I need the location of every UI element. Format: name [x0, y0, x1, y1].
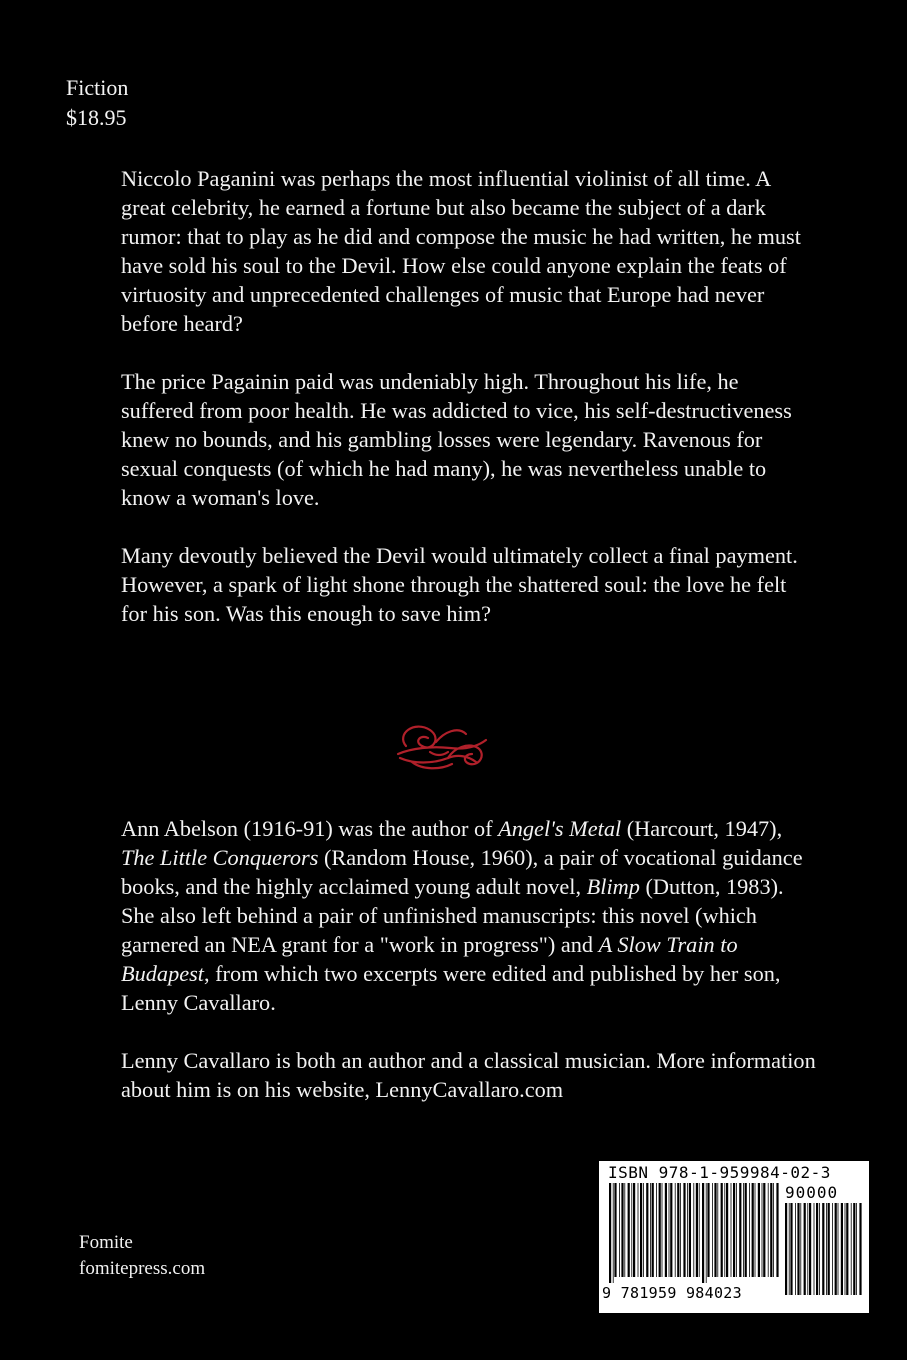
- author-bio: [121, 814, 821, 1133]
- publisher-name: Fomite: [79, 1232, 133, 1253]
- flourish-ornament-icon: [392, 712, 492, 774]
- book-blurb: [121, 164, 811, 657]
- isbn-barcode: [599, 1161, 869, 1313]
- genre-price-block: [66, 73, 128, 133]
- isbn-label: ISBN 978-1-959984-02-3: [608, 1163, 831, 1182]
- bio-text: Ann Abelson (1916-91) was the author of: [121, 816, 499, 841]
- publisher-block: [79, 1230, 205, 1282]
- book-title-angels-metal: Angel's Metal: [498, 816, 622, 841]
- addon-barcode-bars: [785, 1203, 863, 1301]
- bio-text: , from which two excerpts were edited and published by her son, Lenny Cavallaro.: [121, 961, 781, 1015]
- book-title-little-conquerors: The Little Conquerors: [121, 845, 319, 870]
- publisher-website: fomitepress.com: [79, 1258, 206, 1279]
- price-label: $18.95: [66, 105, 127, 130]
- bio-text: (Random House, 1960), a pair of vocational guidance books, and the highly acclaimed young adult novel,: [121, 845, 803, 899]
- addon-price-code: 90000: [785, 1183, 839, 1202]
- bio-text: (Dutton, 1983). She also left behind a pair of unfinished manuscripts: this novel (which garnered an NEA grant for a "work in progress") and: [121, 874, 784, 957]
- bio-paragraph-1: [121, 814, 821, 1017]
- bio-text: (Harcourt, 1947),: [621, 816, 783, 841]
- book-title-blimp: Blimp: [586, 874, 640, 899]
- bio-paragraph-2: Lenny Cavallaro is both an author and a classical musician. More information about him is on his website, LennyCavallaro.com: [121, 1048, 816, 1102]
- ean-digits: 9 781959 984023: [602, 1284, 742, 1302]
- genre-label: Fiction: [66, 75, 129, 100]
- blurb-paragraph-2: The price Pagainin paid was undeniably high. Throughout his life, he suffered from poor health. He was addicted to vice, his self-destructiveness knew no bounds, and his gambling losses were legendary. Ravenous for sexual conquests (of which he had many), he was nevertheless unable to know a woman's love.: [121, 369, 792, 510]
- blurb-paragraph-3: Many devoutly believed the Devil would ultimately collect a final payment. However, a spark of light shone through the shattered soul: the love he felt for his son. Was this enough to save him?: [121, 543, 798, 626]
- blurb-paragraph-1: Niccolo Paganini was perhaps the most influential violinist of all time. A great celebrity, he earned a fortune but also became the subject of a dark rumor: that to play as he did and compose the music he had written, he must have sold his soul to the Devil. How else could anyone explain the feats of virtuosity and unprecedented challenges of music that Europe had never before heard?: [121, 166, 801, 336]
- book-title-slow-train: A Slow Train to Budapest: [121, 932, 738, 986]
- ean-barcode-bars: [609, 1183, 779, 1283]
